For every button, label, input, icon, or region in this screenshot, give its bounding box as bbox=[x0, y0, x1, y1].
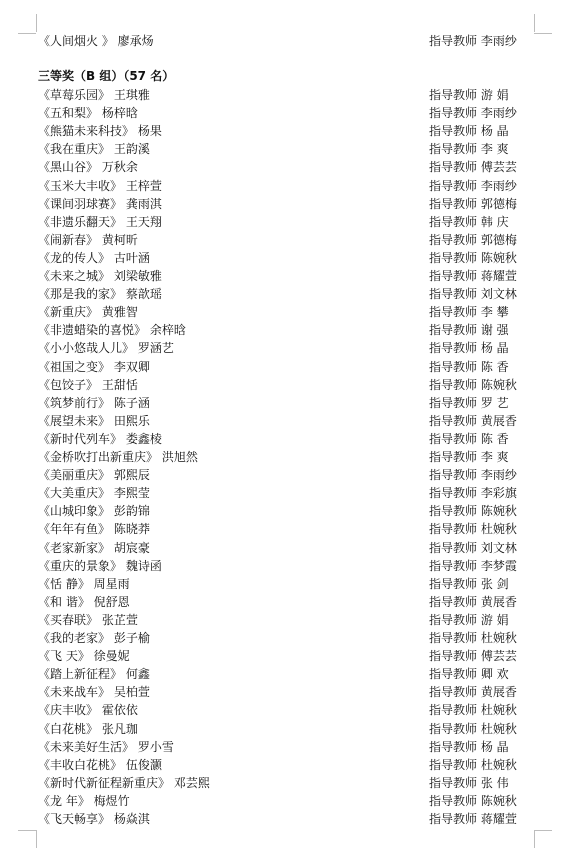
award-entry-row bbox=[38, 448, 538, 466]
instructor-label: 指导教师 杨 晶 bbox=[429, 124, 509, 139]
work-title-and-author: 《小小悠哉人儿》 罗涵艺 bbox=[38, 341, 174, 356]
instructor-label: 指导教师 李 爽 bbox=[429, 142, 509, 157]
award-entry-row bbox=[38, 611, 538, 629]
page-corner-crop-top-right-v bbox=[534, 14, 535, 32]
award-entry-row bbox=[38, 520, 538, 538]
award-entry-row bbox=[38, 158, 538, 176]
award-entry-row bbox=[38, 665, 538, 683]
award-entry-row bbox=[38, 213, 538, 231]
work-title-and-author: 《新时代新征程新重庆》 邓芸熙 bbox=[38, 775, 210, 790]
work-title-and-author: 《金桥吹打出新重庆》 洪旭然 bbox=[38, 450, 198, 464]
instructor-label: 指导教师 李雨纱 bbox=[429, 34, 517, 48]
instructor-label: 指导教师 罗 艺 bbox=[429, 395, 509, 410]
award-entry-row bbox=[38, 140, 538, 158]
instructor-label: 指导教师 李雨纱 bbox=[429, 468, 517, 483]
work-title-and-author: 《老家新家》 胡宸豪 bbox=[38, 540, 150, 555]
instructor-label: 指导教师 傅芸芸 bbox=[429, 649, 517, 664]
award-entry-row bbox=[38, 629, 538, 647]
page-corner-crop-top-left-h bbox=[18, 33, 36, 34]
instructor-label: 指导教师 郭德梅 bbox=[429, 232, 517, 247]
instructor-label: 指导教师 杜婉秋 bbox=[429, 522, 517, 537]
instructor-label: 指导教师 陈 香 bbox=[429, 431, 509, 446]
instructor-label: 指导教师 陈婉秋 bbox=[429, 250, 517, 265]
award-entry-row bbox=[38, 502, 538, 520]
work-title-and-author: 《山城印象》 彭韵锦 bbox=[38, 504, 150, 519]
instructor-label: 指导教师 黄展香 bbox=[429, 594, 517, 609]
award-entry-row bbox=[38, 701, 538, 719]
work-title-and-author: 《非遗蜡染的喜悦》 余梓晗 bbox=[38, 323, 186, 338]
instructor-label: 指导教师 杜婉秋 bbox=[429, 721, 517, 736]
work-title-and-author: 《我在重庆》 王韵溪 bbox=[38, 142, 150, 157]
instructor-label: 指导教师 李雨纱 bbox=[429, 178, 517, 193]
work-title-and-author: 《恬 静》 周星雨 bbox=[38, 576, 130, 591]
instructor-label: 指导教师 杨 晶 bbox=[429, 341, 509, 356]
award-entry-row bbox=[38, 394, 538, 412]
instructor-label: 指导教师 黄展香 bbox=[429, 685, 517, 700]
work-title-and-author: 《大美重庆》 李熙莹 bbox=[38, 486, 150, 501]
award-entry-row bbox=[38, 358, 538, 376]
page-corner-crop-bottom-left-v bbox=[36, 830, 37, 848]
work-title-and-author: 《白花桃》 张凡珈 bbox=[38, 721, 138, 736]
work-title-and-author: 《玉米大丰收》 王梓萱 bbox=[38, 178, 162, 193]
work-title-and-author: 《美丽重庆》 郭熙辰 bbox=[38, 468, 150, 483]
work-title-and-author: 《丰收白花桃》 伍俊灏 bbox=[38, 757, 162, 772]
award-entry-row bbox=[38, 303, 538, 321]
instructor-label: 指导教师 游 娟 bbox=[429, 612, 509, 627]
instructor-label: 指导教师 李彩旗 bbox=[429, 486, 517, 501]
award-entry-row bbox=[38, 321, 538, 339]
instructor-label: 指导教师 陈婉秋 bbox=[429, 377, 517, 392]
award-entry-row bbox=[38, 683, 538, 701]
instructor-label: 指导教师 李 攀 bbox=[429, 305, 509, 320]
award-entry-row bbox=[38, 177, 538, 195]
instructor-label: 指导教师 刘文林 bbox=[429, 287, 517, 302]
work-title-and-author: 《展望未来》 田熙乐 bbox=[38, 413, 150, 428]
award-entry-row bbox=[38, 195, 538, 213]
work-title-and-author: 《闹新春》 黄柯昕 bbox=[38, 232, 138, 247]
award-entry-row bbox=[38, 792, 538, 810]
page-corner-crop-bottom-right-h bbox=[534, 830, 552, 831]
award-entry-row bbox=[38, 774, 538, 792]
instructor-label: 指导教师 韩 庆 bbox=[429, 214, 509, 229]
instructor-label: 指导教师 杜婉秋 bbox=[429, 757, 517, 772]
instructor-label: 指导教师 陈 香 bbox=[429, 359, 509, 374]
instructor-label: 指导教师 陈婉秋 bbox=[429, 793, 517, 808]
instructor-label: 指导教师 杨 晶 bbox=[429, 739, 509, 754]
page-corner-crop-bottom-right-v bbox=[534, 830, 535, 848]
instructor-label: 指导教师 蒋耀萱 bbox=[429, 812, 517, 826]
instructor-label: 指导教师 杜婉秋 bbox=[429, 631, 517, 645]
work-title-and-author: 《未来之城》 刘梁敏雅 bbox=[38, 269, 162, 283]
work-title-and-author: 《龙 年》 梅煜竹 bbox=[38, 793, 130, 808]
work-title-and-author: 《新重庆》 黄雅智 bbox=[38, 305, 138, 320]
work-title-and-author: 《和 谐》 倪舒恩 bbox=[38, 594, 130, 609]
award-entry-row bbox=[38, 231, 538, 249]
instructor-label: 指导教师 刘文林 bbox=[429, 540, 517, 555]
award-entry-row bbox=[38, 430, 538, 448]
award-entry-row bbox=[38, 575, 538, 593]
award-entry-row bbox=[38, 593, 538, 611]
instructor-label: 指导教师 黄展香 bbox=[429, 413, 517, 428]
award-entry-row bbox=[38, 466, 538, 484]
award-entry-row bbox=[38, 756, 538, 774]
work-title-and-author: 《飞 天》 徐曼妮 bbox=[38, 649, 130, 664]
instructor-label: 指导教师 谢 强 bbox=[429, 323, 509, 338]
instructor-label: 指导教师 张 伟 bbox=[429, 775, 509, 790]
instructor-label: 指导教师 郭德梅 bbox=[429, 196, 517, 211]
work-title-and-author: 《踏上新征程》 何鑫 bbox=[38, 667, 150, 682]
award-entry-row bbox=[38, 249, 538, 267]
work-title-and-author: 《重庆的景象》 魏诗函 bbox=[38, 558, 162, 573]
award-entry-row bbox=[38, 810, 538, 828]
work-title-and-author: 《熊猫未来科技》 杨果 bbox=[38, 124, 162, 139]
instructor-label: 指导教师 李 爽 bbox=[429, 450, 509, 464]
award-entry-row bbox=[38, 484, 538, 502]
work-title-and-author: 《五和梨》 杨梓晗 bbox=[38, 106, 138, 121]
instructor-label: 指导教师 李雨纱 bbox=[429, 106, 517, 121]
instructor-label: 指导教师 李梦霞 bbox=[429, 558, 517, 573]
award-entry-row bbox=[38, 539, 538, 557]
award-entry-row bbox=[38, 104, 538, 122]
award-entry-row bbox=[38, 32, 538, 50]
instructor-label: 指导教师 陈婉秋 bbox=[429, 504, 517, 519]
work-title-and-author: 《课间羽球赛》 龚雨淇 bbox=[38, 196, 162, 211]
work-title-and-author: 《我的老家》 彭子榆 bbox=[38, 631, 150, 645]
instructor-label: 指导教师 杜婉秋 bbox=[429, 703, 517, 718]
work-title-and-author: 《祖国之变》 李双卿 bbox=[38, 359, 150, 374]
award-entry-row bbox=[38, 285, 538, 303]
award-entry-row bbox=[38, 339, 538, 357]
award-entry-row bbox=[38, 122, 538, 140]
work-title-and-author: 《那是我的家》 蔡歆瑶 bbox=[38, 287, 162, 302]
work-title-and-author: 《包饺子》 王甜恬 bbox=[38, 377, 138, 392]
page-corner-crop-top-left-v bbox=[36, 14, 37, 32]
work-title-and-author: 《飞天畅享》 杨焱淇 bbox=[38, 812, 150, 826]
award-entry-row bbox=[38, 738, 538, 756]
instructor-label: 指导教师 游 娟 bbox=[429, 88, 509, 102]
award-entry-row bbox=[38, 86, 538, 104]
work-title-and-author: 《未来美好生活》 罗小雪 bbox=[38, 739, 174, 754]
instructor-label: 指导教师 傅芸芸 bbox=[429, 160, 517, 175]
work-title-and-author: 《人间烟火 》 廖承炀 bbox=[38, 34, 154, 48]
page-corner-crop-bottom-left-h bbox=[18, 830, 36, 831]
section-heading: 三等奖（B 组）（57 名） bbox=[38, 69, 175, 83]
work-title-and-author: 《未来战车》 吴柏萱 bbox=[38, 685, 150, 700]
award-entry-row bbox=[38, 647, 538, 665]
work-title-and-author: 《买春联》 张芷萱 bbox=[38, 612, 138, 627]
work-title-and-author: 《黑山谷》 万秋余 bbox=[38, 160, 138, 175]
award-entry-row bbox=[38, 267, 538, 285]
work-title-and-author: 《年年有鱼》 陈晓莽 bbox=[38, 522, 150, 537]
instructor-label: 指导教师 张 剑 bbox=[429, 576, 509, 591]
work-title-and-author: 《新时代列车》 娄鑫棱 bbox=[38, 431, 162, 446]
work-title-and-author: 《非遗乐翻天》 王天翔 bbox=[38, 214, 162, 229]
work-title-and-author: 《筑梦前行》 陈子涵 bbox=[38, 395, 150, 410]
award-entry-row bbox=[38, 720, 538, 738]
work-title-and-author: 《草莓乐园》 王琪雅 bbox=[38, 88, 150, 102]
award-entry-row bbox=[38, 376, 538, 394]
work-title-and-author: 《庆丰收》 霍依依 bbox=[38, 703, 138, 718]
award-entry-row bbox=[38, 557, 538, 575]
award-entry-row bbox=[38, 412, 538, 430]
work-title-and-author: 《龙的传人》 古叶涵 bbox=[38, 250, 150, 265]
instructor-label: 指导教师 卿 欢 bbox=[429, 667, 509, 682]
instructor-label: 指导教师 蒋耀萱 bbox=[429, 269, 517, 283]
